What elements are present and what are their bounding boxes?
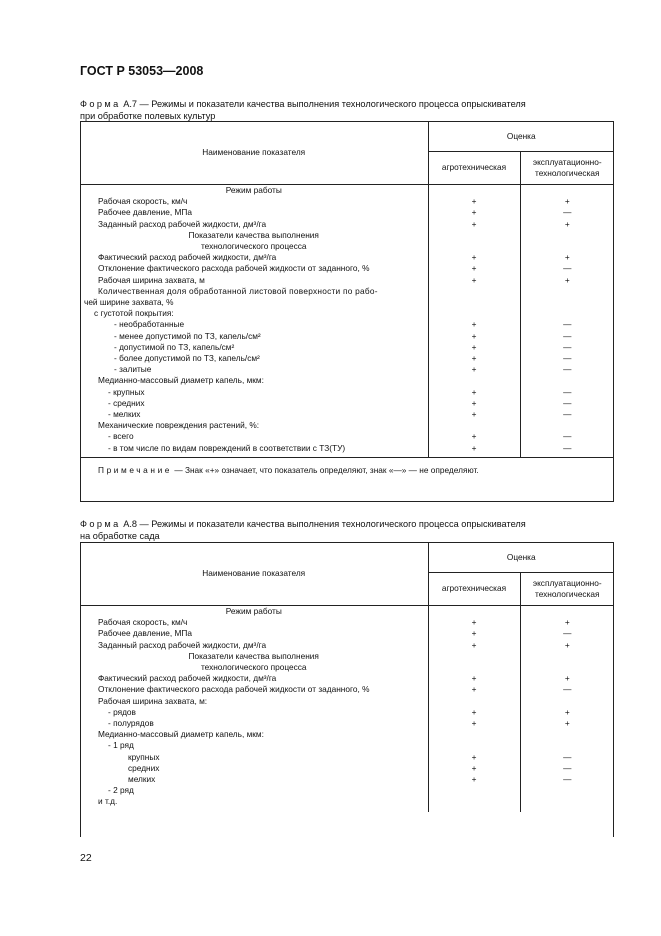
row-label: крупных [80, 752, 428, 763]
row-expl: — [563, 386, 572, 397]
table-row [80, 729, 614, 740]
table-row [80, 241, 614, 252]
row-label: - допустимой по ТЗ, капель/см² [80, 342, 428, 353]
row-expl [520, 662, 614, 673]
row-agro [428, 420, 520, 431]
row-label: Показатели качества выполнения [80, 651, 428, 662]
row-agro [428, 230, 520, 241]
row-expl: — [563, 628, 572, 639]
table-row [80, 431, 614, 442]
row-label: с густотой покрытия: [80, 308, 428, 319]
row-label: Заданный расход рабочей жидкости, дм³/га [80, 640, 428, 651]
row-label: Показатели качества выполнения [80, 230, 428, 241]
row-expl: + [564, 218, 570, 229]
table-row [80, 420, 614, 431]
row-expl: — [563, 774, 572, 785]
row-label: Заданный расход рабочей жидкости, дм³/га [80, 219, 428, 230]
row-expl: — [563, 319, 572, 330]
column-header-agro: агротехническая [428, 152, 520, 185]
table-row [80, 375, 614, 386]
row-expl: — [563, 353, 572, 364]
table-row [80, 185, 614, 197]
form-a8-caption-line2: на обработке сада [80, 531, 160, 541]
table-row [80, 785, 614, 796]
row-expl: — [563, 330, 572, 341]
row-agro: + [428, 252, 520, 263]
row-label: Фактический расход рабочей жидкости, дм³/га [80, 673, 428, 684]
form-a7-caption-text: А.7 — Режимы и показатели качества выполнения технологического процесса опрыскивателя [120, 99, 526, 109]
row-agro: + [428, 431, 520, 442]
row-agro [428, 785, 520, 796]
row-label: средних [80, 763, 428, 774]
row-expl: — [563, 442, 572, 453]
column-header-rating: Оценка [428, 543, 614, 573]
table-row [80, 286, 614, 297]
table-row [80, 752, 614, 763]
row-expl: — [563, 207, 572, 218]
row-agro: + [428, 684, 520, 695]
row-expl [520, 375, 614, 386]
row-agro [428, 696, 520, 707]
table-row [80, 443, 614, 458]
form-a7-caption-line2: при обработке полевых культур [80, 111, 216, 121]
row-expl: — [563, 751, 572, 762]
table-row [80, 707, 614, 718]
row-expl [520, 297, 614, 308]
table-row [80, 364, 614, 375]
table-row [80, 263, 614, 274]
row-label: - крупных [80, 387, 428, 398]
column-header-expl [520, 152, 614, 185]
table-row [80, 640, 614, 651]
table-row [80, 275, 614, 286]
row-agro: + [428, 263, 520, 274]
row-agro: + [428, 628, 520, 639]
row-expl: + [564, 673, 570, 684]
table-row [80, 617, 614, 628]
column-header-expl-line2: технологическая [534, 589, 600, 599]
row-expl: + [564, 639, 570, 650]
row-agro: + [428, 331, 520, 342]
row-label: - 2 ряд [80, 785, 428, 796]
row-label: - более допустимой по ТЗ, капель/см² [80, 353, 428, 364]
row-label: Рабочая скорость, км/ч [80, 617, 428, 628]
table-row [80, 662, 614, 673]
row-label: Медианно-массовый диаметр капель, мкм: [80, 729, 428, 740]
form-a7-caption-prefix: Форма [80, 99, 121, 109]
row-label: технологического процесса [80, 241, 428, 252]
row-agro: + [428, 319, 520, 330]
row-label: Фактический расход рабочей жидкости, дм³/га [80, 252, 428, 263]
row-expl [520, 286, 614, 297]
table-row [80, 219, 614, 230]
table-row [80, 740, 614, 751]
row-expl: + [564, 706, 570, 717]
row-agro: + [428, 342, 520, 353]
row-label: Рабочее давление, МПа [80, 207, 428, 218]
row-label: - средних [80, 398, 428, 409]
row-label: - рядов [80, 707, 428, 718]
row-expl: — [563, 263, 572, 274]
row-expl [520, 420, 614, 431]
row-expl: + [564, 617, 570, 628]
row-agro: + [428, 752, 520, 763]
row-expl [520, 308, 614, 319]
table-row [80, 696, 614, 707]
row-agro: + [428, 707, 520, 718]
row-label: Рабочее давление, МПа [80, 628, 428, 639]
row-expl: + [564, 196, 570, 207]
row-expl: — [563, 762, 572, 773]
row-expl [520, 729, 614, 740]
table-row [80, 673, 614, 684]
document-header: ГОСТ Р 53053—2008 [80, 64, 204, 78]
row-agro: + [428, 617, 520, 628]
row-agro [428, 796, 520, 811]
row-agro: + [428, 196, 520, 207]
row-label: - всего [80, 431, 428, 442]
row-agro [428, 297, 520, 308]
column-header-name: Наименование показателя [80, 543, 428, 606]
note-text: — Знак «+» означает, что показатель определяют, знак «—» — не определяют. [172, 465, 479, 476]
row-agro: + [428, 763, 520, 774]
form-a7-caption [80, 98, 600, 122]
row-label: - необработанные [80, 319, 428, 330]
table-row [80, 774, 614, 785]
row-label: Механические повреждения растений, %: [80, 420, 428, 431]
column-header-expl [520, 573, 614, 606]
row-agro: + [428, 718, 520, 729]
row-label: Отклонение фактического расхода рабочей жидкости от заданного, % [80, 263, 428, 274]
table-row [80, 718, 614, 729]
row-agro: + [428, 409, 520, 420]
row-label: Режим работы [80, 606, 428, 618]
table-row [80, 796, 614, 811]
table-row [80, 196, 614, 207]
table-row [80, 606, 614, 618]
row-agro: + [428, 673, 520, 684]
table-note [80, 457, 614, 484]
row-label: Отклонение фактического расхода рабочей жидкости от заданного, % [80, 684, 428, 695]
table-row [80, 763, 614, 774]
table-row [80, 252, 614, 263]
row-expl: + [564, 252, 570, 263]
column-header-expl-line1: эксплуатационно- [532, 156, 602, 167]
row-label: и т.д. [80, 796, 428, 811]
row-label: мелких [80, 774, 428, 785]
row-expl [520, 606, 614, 618]
table-row [80, 207, 614, 218]
table-row [80, 308, 614, 319]
table-row [80, 319, 614, 330]
row-agro [428, 662, 520, 673]
form-a8-caption [80, 518, 600, 542]
row-label: Рабочая ширина захвата, м [80, 275, 428, 286]
form-a8-table [80, 542, 614, 812]
row-label: - мелких [80, 409, 428, 420]
row-label: - залитые [80, 364, 428, 375]
row-expl [520, 785, 614, 796]
row-agro: + [428, 387, 520, 398]
table-row [80, 331, 614, 342]
table-row [80, 353, 614, 364]
form-a8-caption-prefix: Форма [80, 519, 121, 529]
table-note-row [80, 457, 614, 484]
table-row [80, 342, 614, 353]
row-agro [428, 375, 520, 386]
row-agro [428, 651, 520, 662]
row-expl: — [563, 684, 572, 695]
row-label: Рабочая скорость, км/ч [80, 196, 428, 207]
row-agro [428, 729, 520, 740]
column-header-expl-line1: эксплуатационно- [532, 577, 602, 588]
row-expl: — [563, 364, 572, 375]
row-agro [428, 185, 520, 197]
row-agro: + [428, 207, 520, 218]
form-a7-table [80, 121, 614, 484]
row-label: чей ширине захвата, % [80, 297, 428, 308]
form-a8-caption-text: А.8 — Режимы и показатели качества выполнения технологического процесса опрыскивателя [120, 519, 526, 529]
row-label: - полурядов [80, 718, 428, 729]
column-header-rating: Оценка [428, 122, 614, 152]
row-agro: + [428, 364, 520, 375]
column-header-expl-line2: технологическая [534, 168, 600, 178]
row-agro: + [428, 275, 520, 286]
row-expl [520, 696, 614, 707]
row-agro: + [428, 443, 520, 458]
row-label: Количественная доля обработанной листовой поверхности по рабо- [80, 286, 428, 297]
row-agro [428, 308, 520, 319]
row-expl [520, 651, 614, 662]
row-expl [520, 796, 614, 811]
column-header-name: Наименование показателя [80, 122, 428, 185]
row-label: - 1 ряд [80, 740, 428, 751]
row-agro [428, 606, 520, 618]
row-agro: + [428, 398, 520, 409]
row-agro [428, 740, 520, 751]
row-expl: + [564, 718, 570, 729]
row-expl [520, 241, 614, 252]
column-header-agro: агротехническая [428, 573, 520, 606]
row-expl: + [564, 274, 570, 285]
row-agro [428, 286, 520, 297]
row-expl: — [563, 341, 572, 352]
table-row [80, 409, 614, 420]
row-label: технологического процесса [80, 662, 428, 673]
row-expl: — [563, 409, 572, 420]
row-expl [520, 185, 614, 197]
table-row [80, 230, 614, 241]
row-agro [428, 241, 520, 252]
row-agro: + [428, 219, 520, 230]
row-expl: — [563, 397, 572, 408]
row-label: Медианно-массовый диаметр капель, мкм: [80, 375, 428, 386]
table-row [80, 398, 614, 409]
row-label: Рабочая ширина захвата, м: [80, 696, 428, 707]
table-row [80, 297, 614, 308]
row-agro: + [428, 353, 520, 364]
table-row [80, 684, 614, 695]
row-label: Режим работы [80, 185, 428, 197]
row-label: - в том числе по видам повреждений в соответствии с ТЗ(ТУ) [80, 443, 428, 458]
row-expl: — [563, 431, 572, 442]
table-row [80, 628, 614, 639]
row-agro: + [428, 640, 520, 651]
table-row [80, 651, 614, 662]
note-prefix: Примечание [98, 465, 173, 476]
table-row [80, 387, 614, 398]
page-number: 22 [80, 852, 92, 864]
row-agro: + [428, 774, 520, 785]
row-label: - менее допустимой по ТЗ, капель/см² [80, 331, 428, 342]
row-expl [520, 740, 614, 751]
row-expl [520, 230, 614, 241]
